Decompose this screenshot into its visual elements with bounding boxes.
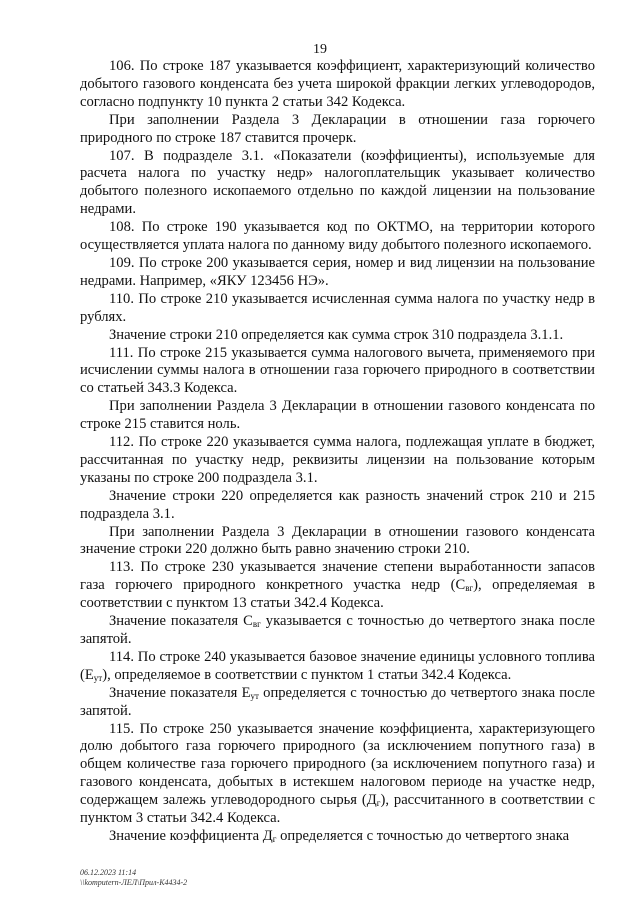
paragraph-112: 112. По строке 220 указывается сумма налога, подлежащая уплате в бюджет, рассчитанная по участку недр, реквизиты лицензии на пользование которым указаны по строке 200 подраздела 3.1. — [80, 434, 595, 486]
page-number: 19 — [313, 42, 327, 57]
paragraph-111-note: При заполнении Раздела 3 Декларации в отношении газового конденсата по строке 215 ставится ноль. — [80, 398, 595, 433]
paragraph-115-note: Значение коэффициента $Д_г$ определяется с точностью до четвертого знака — [109, 827, 570, 844]
paragraph-106: 106. По строке 187 указывается коэффициент, характеризующий количество добытого газового конденсата без учета широкой фракции легких углеводородов, согласно подпункту 10 пункта 2 статьи 342 Кодекса. — [80, 58, 595, 110]
paragraph-109: 109. По строке 200 указывается серия, номер и вид лицензии на пользование недрами. Например, «ЯКУ 123456 НЭ». — [80, 254, 595, 289]
paragraph-114: 114. По строке 240 указывается базовое значение единицы условного топлива $(Е_{ут})$, определяемое в соответствии с пунктом 1 статьи 342.4 Кодекса. — [80, 648, 595, 683]
paragraph-115: 115. По строке 250 указывается значение коэффициента, характеризующего долю добытого газа горючего природного (за исключением попутного газа) в общем количестве газа горючего природного (за исключением попутного газа) и газового конденсата, добытых в истекшем налоговом периоде на участке недр, содержащем залежь углеводородного сырья $(Д_г)$, рассчитанного в соответствии с пунктом 3 статьи 342.4 Кодекса. — [80, 720, 596, 827]
footer-file-path: \\komputern-ЛЕЛ\Прил-К4434-2 — [80, 878, 188, 887]
paragraph-110-note: Значение строки 210 определяется как сумма строк 310 подраздела 3.1.1. — [109, 326, 564, 343]
paragraph-106-note: При заполнении Раздела 3 Декларации в отношении газа горючего природного по строке 187 ставится прочерк. — [80, 111, 595, 146]
paragraph-114-note: Значение показателя $Е_{ут}$ определяется с точностью до четвертого знака после запятой. — [80, 684, 595, 719]
paragraph-110: 110. По строке 210 указывается исчисленная сумма налога по участку недр в рублях. — [80, 290, 595, 325]
paragraph-111: 111. По строке 215 указывается сумма налогового вычета, применяемого при исчислении суммы налога в отношении газа горючего природного в соответствии со статьей 343.3 Кодекса. — [80, 344, 595, 397]
footer-timestamp: 06.12.2023 11:14 — [80, 868, 137, 877]
paragraph-113-note: Значение показателя $С_{вг}$ указывается с точностью до четвертого знака после запятой. — [80, 613, 595, 647]
document-body — [80, 58, 595, 846]
paragraph-112-note: Значение строки 220 определяется как разность значений строк 210 и 215 подраздела 3.1. — [80, 487, 595, 522]
paragraph-113: 113. По строке 230 указывается значение степени выработанности запасов газа горючего природного конкретного участка недр $(С_{вг})$, определяемая в соответствии с пунктом 13 статьи 342.4 Кодекса. — [80, 559, 595, 612]
paragraph-107: 107. В подразделе 3.1. «Показатели (коэффициенты), используемые для расчета налога по участку недр» налогоплательщик указывает количество добытого полезного ископаемого отдельно по каждой лицензии на пользование недрами. — [80, 147, 595, 218]
paragraph-112-note-2: При заполнении Раздела 3 Декларации в отношении газового конденсата значение строки 220 должно быть равно значению строки 210. — [80, 523, 595, 558]
document-footer — [80, 868, 187, 888]
paragraph-108: 108. По строке 190 указывается код по ОКТМО, на территории которого осуществляется уплата налога по данному виду добытого полезного ископаемого. — [80, 219, 595, 254]
